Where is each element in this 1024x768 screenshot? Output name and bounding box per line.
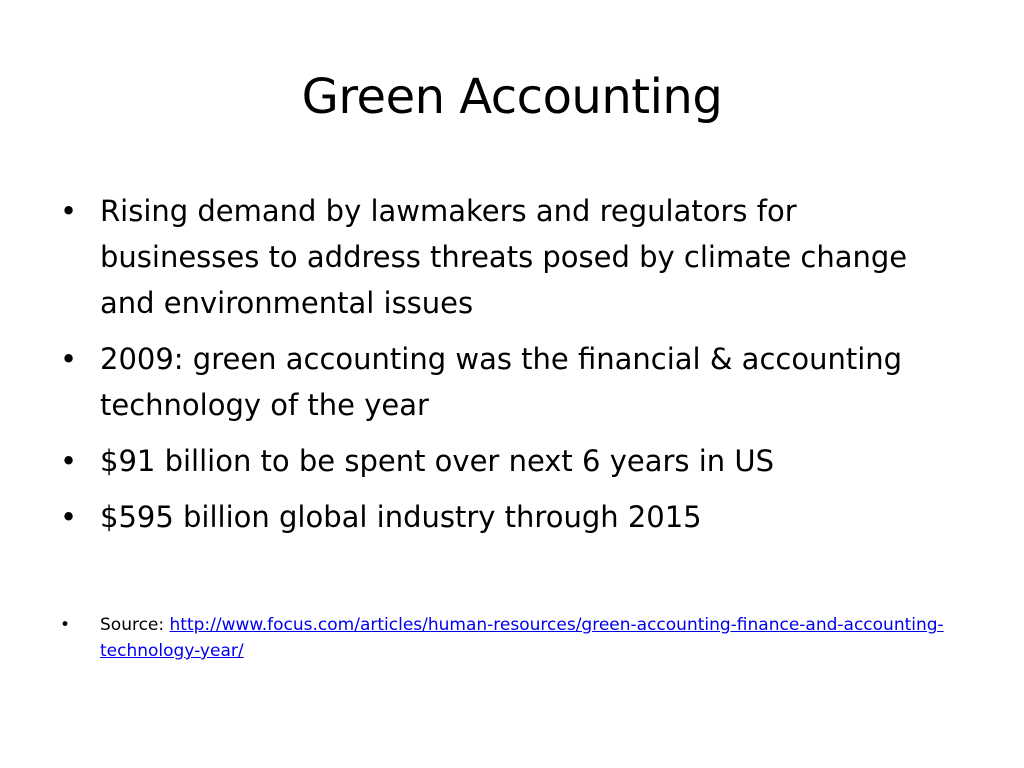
source-citation (56, 612, 956, 664)
source-text (56, 612, 956, 664)
bullet-item (56, 438, 936, 484)
bullet-text: Rising demand by lawmakers and regulators for businesses to address threats posed by climate change and environmental issues (100, 194, 908, 320)
bullet-list (56, 188, 936, 550)
bullet-text: 2009: green accounting was the financial & accounting technology of the year (100, 342, 903, 422)
bullet-item (56, 336, 936, 428)
bullet-dot-icon: • (60, 342, 78, 376)
bullet-text: $595 billion global industry through 2015 (100, 500, 702, 534)
bullet-item (56, 188, 936, 326)
bullet-item (56, 494, 936, 540)
bullet-text: $91 billion to be spent over next 6 years in US (100, 444, 775, 478)
bullet-dot-icon: • (60, 615, 71, 635)
bullet-dot-icon: • (60, 444, 78, 478)
source-label: Source: (100, 615, 170, 635)
bullet-dot-icon: • (60, 194, 78, 228)
source-link[interactable]: http://www.focus.com/articles/human-resources/green-accounting-finance-and-accounting-technology-year/ (100, 615, 944, 661)
slide-title: Green Accounting (301, 69, 723, 125)
bullet-dot-icon: • (60, 500, 78, 534)
